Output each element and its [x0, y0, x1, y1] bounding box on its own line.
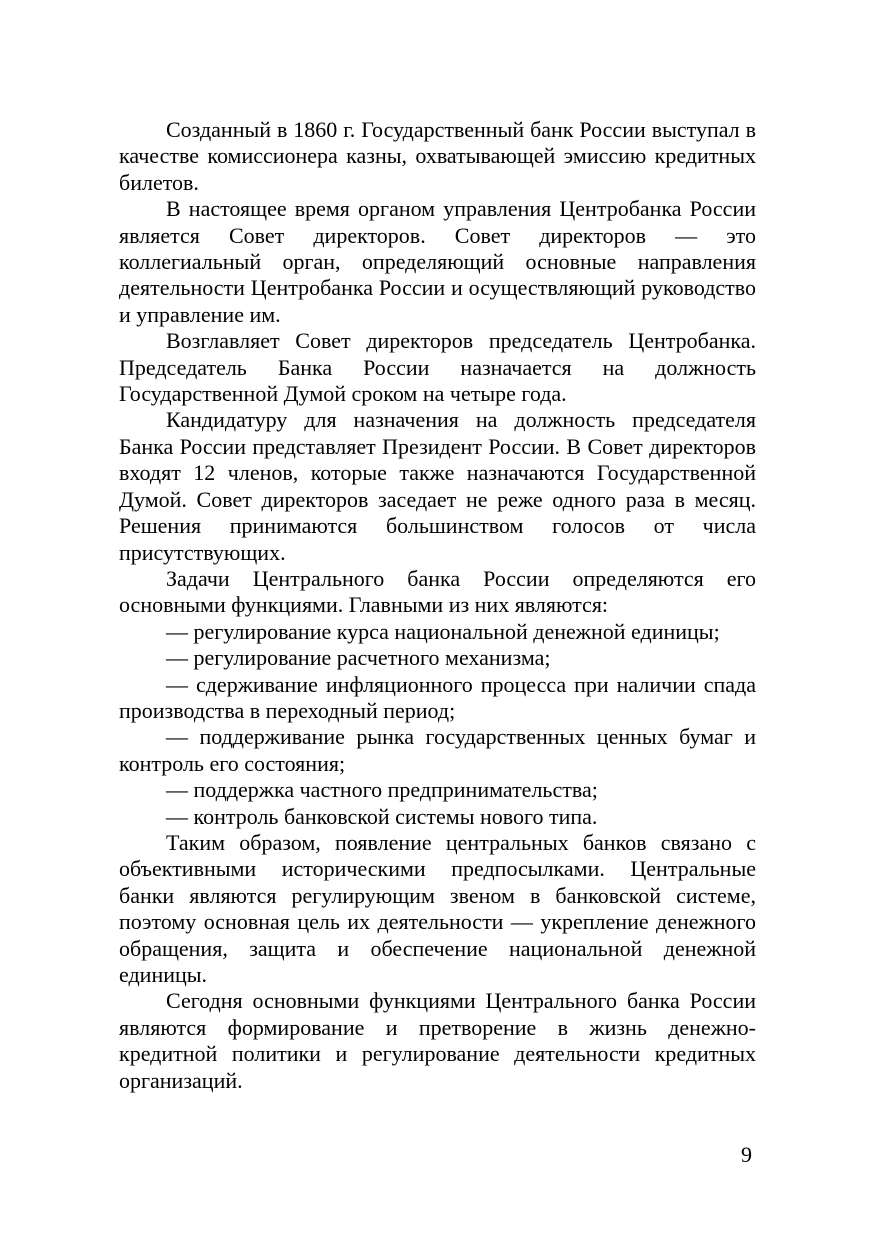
page-text-block [119, 117, 756, 1094]
page-number: 9 [741, 1142, 752, 1167]
paragraph-main-functions: Сегодня основными функциями Центрального банка России являются формирование и претворение в жизнь денежно-кредитной политики и регулирование деятельности кредитных организаций. [119, 988, 756, 1093]
list-item-banking-system-control: — контроль банковской системы нового типа. [166, 803, 598, 829]
paragraph-candidacy: Кандидатуру для назначения на должность председателя Банка России представляет Президент России. В Совет директоров входят 12 членов, которые также назначаются Государственной Думой. Совет директоров заседает не реже одного раза в месяц. Решения принимаются большинством голосов от числа присутствующих. [119, 407, 756, 565]
list-item-currency-regulation: — регулирование курса национальной денежной единицы; [166, 618, 720, 644]
list-item-settlement-regulation: — регулирование расчетного механизма; [166, 645, 551, 671]
list-item-inflation-control: — сдерживание инфляционного процесса при наличии спада производства в переходный период; [119, 671, 756, 723]
list-item-securities-market: — поддерживание рынка государственных ценных бумаг и контроль его состояния; [119, 724, 756, 776]
list-item-private-enterprise: — поддержка частного предпринимательства; [166, 777, 598, 803]
paragraph-conclusion: Таким образом, появление центральных банков связано с объективными историческими предпосылками. Центральные банки являются регулирующим звеном в банковской системе, поэтому основная цель их деятельности — укрепление денежного обращения, защита и обеспечение национальной денежной единицы. [119, 829, 756, 987]
paragraph-tasks-intro: Задачи Центрального банка России определяются его основными функциями. Главными из них являются: [119, 565, 756, 618]
paragraph-board-of-directors: В настоящее время органом управления Центробанка России является Совет директоров. Совет директоров — это коллегиальный орган, определяющий основные направления деятельности Центробанка России и осуществляющий руководство и управление им. [119, 196, 756, 327]
paragraph-chairman: Возглавляет Совет директоров председатель Центробанка. Председатель Банка России назначается на должность Государственной Думой сроком на четыре года. [119, 328, 756, 407]
paragraph-state-bank-1860: Созданный в 1860 г. Государственный банк России выступал в качестве комиссионера казны, охватывающей эмиссию кредитных билетов. [119, 117, 756, 195]
